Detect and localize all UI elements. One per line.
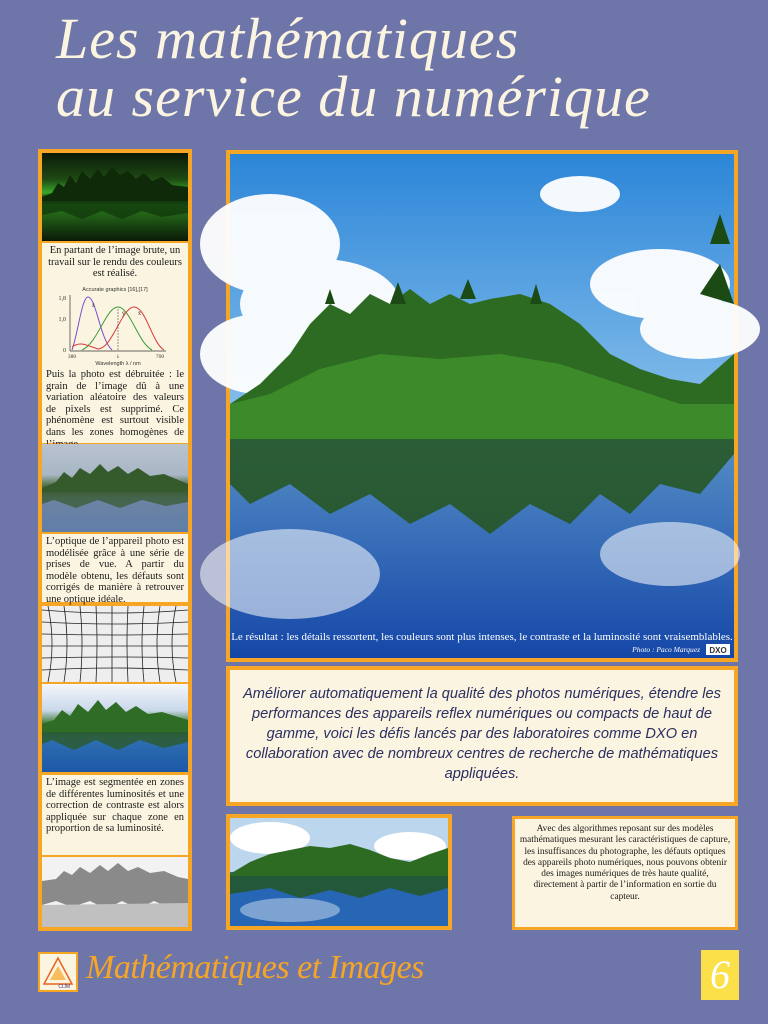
color-matching-graph: [42, 283, 188, 367]
step-3-text: L’optique de l’appareil photo est modélisée grâce à une série de prises de vue. A partir du modèle obtenu, les défauts sont corrigés de manière à retrouver une optique idéale.: [42, 534, 188, 602]
denoised-image-island: [42, 444, 188, 532]
raw-image-island: [42, 153, 188, 241]
corrected-image-island: [42, 684, 188, 772]
cijm-logo-mark: [40, 954, 76, 990]
dxo-logo: DXO: [709, 646, 727, 655]
tropical-island-photo: [230, 154, 734, 658]
small-photo: [230, 818, 448, 926]
cijm-logo: [38, 952, 78, 992]
cie-curves-chart: [42, 283, 188, 367]
small-photo-frame: [226, 814, 452, 930]
lens-distortion-grid: [42, 606, 188, 682]
x-curve-label: x̄: [138, 311, 141, 317]
photo-credit-name: Paco Marquez: [656, 645, 700, 654]
y-curve-label: ȳ: [122, 311, 125, 317]
page-number: 6: [701, 950, 739, 1000]
graph-title: Accurate graphics [16],[17]: [82, 287, 148, 293]
y-tick-mid: 1,0: [58, 317, 66, 323]
step-2-text: Puis la photo est débruitée : le grain de l’image dû à une variation aléatoire des valeurs de pixels est supprimé. Ce phénomène est surtout visible dans les zones homogènes de: [42, 367, 188, 443]
x-axis-label: Wavelength λ / nm: [95, 361, 141, 367]
title-line-2: au service du numérique: [56, 64, 651, 129]
brand-signature: Mathématiques et Images: [86, 949, 424, 986]
denoised-image: [42, 444, 188, 532]
step-4-text: L’image est segmentée en zones de différentes luminosités et une correction de contraste est alors appliquée sur chaque zone en proportion de sa luminosité.: [42, 775, 188, 855]
intro-box: [226, 666, 738, 806]
y-tick-top: 1,8: [58, 296, 66, 302]
main-photo-frame: [226, 150, 738, 662]
photo-credit: [631, 645, 700, 654]
x-tick-min: 380: [67, 354, 77, 360]
main-photo: [230, 154, 734, 658]
intro-text: Améliorer automatiquement la qualité des photos numériques, étendre les performances des appareils reflex numériques ou compacts de haut de gamme, voici les défis lancés par des laboratoires comme DXO en collaboration avec de nombreux centres de recherche de mathématiques appliquées.: [230, 670, 734, 802]
raw-image: [42, 153, 188, 241]
z-curve-label: z̄: [92, 303, 95, 309]
poster-title: [56, 6, 756, 129]
description-text: Avec des algorithmes reposant sur des modèles mathématiques mesurant les caractéristiques de capture, les insuffisances du photographe, les défauts optiques des appareils photo numériques, nous pouvons obtenir des images numériques de très haute qualité, directement à partir de l’information en sortie du capteur.: [515, 819, 735, 927]
cijm-logo-text: CIJM: [58, 984, 70, 990]
title-line-1: Les mathématiques: [56, 6, 520, 71]
photo-caption: Le résultat : les détails ressortent, les couleurs sont plus intenses, le contraste et la luminosité sont vraisemblables.: [231, 631, 733, 643]
corrected-image: [42, 684, 188, 772]
process-column: [38, 149, 192, 931]
step-1-text: En partant de l’image brute, un travail sur le rendu des couleurs est réalisé.: [42, 243, 188, 283]
segmentation-mask: [42, 857, 188, 927]
y-tick-low: 0: [63, 348, 66, 354]
distortion-grid: [42, 606, 188, 682]
photo-credit-prefix: Photo :: [632, 645, 657, 654]
x-tick-max: 700: [155, 354, 165, 360]
small-island-photo: [230, 818, 448, 926]
segmentation-image: [42, 857, 188, 927]
description-box: [512, 816, 738, 930]
x-tick-mid: λ: [116, 354, 120, 360]
